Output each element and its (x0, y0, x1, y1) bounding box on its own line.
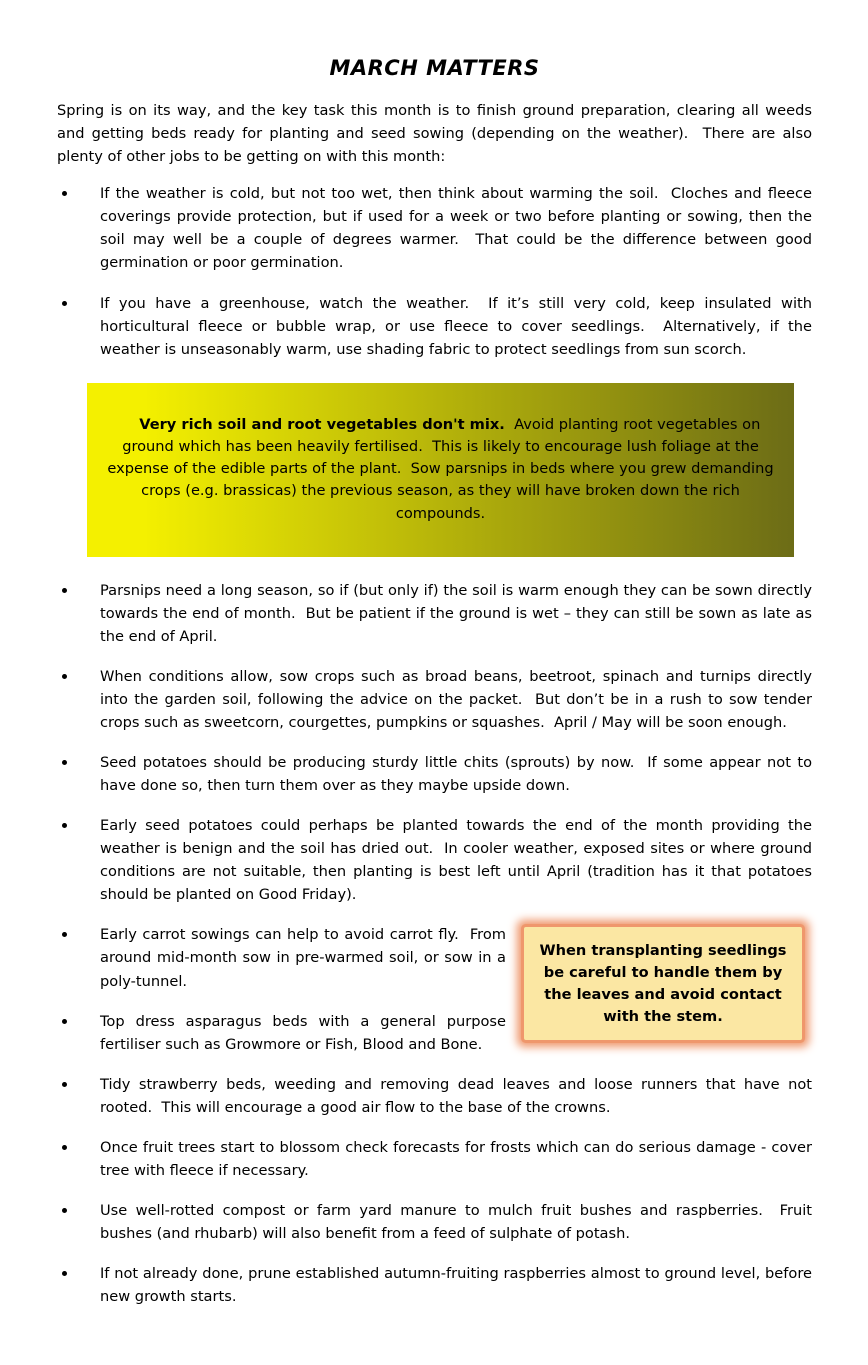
bullet-text: Tidy strawberry beds, weeding and removing dead leaves and loose runners that have not rooted. This will encourage a good air flow to the base of the crowns. (100, 1075, 817, 1116)
bullet-marker (62, 932, 67, 937)
bullet-marker (62, 1271, 67, 1276)
list-item (57, 1199, 817, 1245)
list-item (57, 579, 817, 648)
rich-soil-box (87, 383, 794, 557)
bullet-marker (62, 1208, 67, 1213)
mid-bullet-list (57, 579, 817, 907)
list-item (57, 1136, 817, 1182)
list-item (57, 814, 817, 906)
list-item (57, 751, 817, 797)
list-item (57, 1262, 817, 1308)
bullet-text: If you have a greenhouse, watch the weather. If it’s still very cold, keep insulated with horticultural fleece or bubble wrap, or use fleece to cover seedlings. Alternatively, if the weather is unseasonably warm, use shading fabric to protect seedlings from sun scorch. (100, 294, 817, 358)
bullet-marker (62, 823, 67, 828)
bullet-marker (62, 674, 67, 679)
bullet-text: Early seed potatoes could perhaps be planted towards the end of the month providing the weather is benign and the soil has dried out. In cooler weather, exposed sites or where ground conditions are not suitable, then planting is best left until April (tradition has it that potatoes should be planted on Good Friday). (100, 817, 817, 904)
bullet-text: If not already done, prune established autumn-fruiting raspberries almost to ground level, before new growth starts. (100, 1264, 817, 1305)
top-bullet-list (57, 182, 817, 360)
bottom-bullet-list (57, 1073, 817, 1308)
list-item (57, 665, 817, 734)
rich-soil-box-lead: Very rich soil and root vegetables don't mix. (139, 415, 505, 433)
list-item (57, 292, 817, 361)
bullet-marker (62, 1082, 67, 1087)
list-item (57, 923, 812, 992)
bullet-text: Top dress asparagus beds with a general purpose fertiliser such as Growmore or Fish, Blood and Bone. (100, 1012, 511, 1053)
bullet-marker (62, 191, 67, 196)
bullet-text: When conditions allow, sow crops such as broad beans, beetroot, spinach and turnips directly into the garden soil, following the advice on the packet. But don’t be in a rush to sow tender crops such as sweetcorn, courgettes, pumpkins or squashes. April / May will be soon enough. (100, 667, 817, 732)
bullet-text: Seed potatoes should be producing sturdy little chits (sprouts) by now. If some appear not to have done so, then turn them over as they maybe upside down. (100, 754, 817, 795)
rich-soil-box-body: Avoid planting root vegetables on ground which has been heavily fertilised. This is likely to encourage lush foliage at the expense of the edible parts of the plant. Sow parsnips in beds where you grew demanding crops (e.g. brassicas) the previous season, as they will have broken down the rich compounds. (107, 415, 779, 522)
bullet-marker (62, 1019, 67, 1024)
bullet-text: Use well-rotted compost or farm yard manure to mulch fruit bushes and raspberries. Fruit bushes (and rhubarb) will also benefit from a feed of sulphate of potash. (100, 1201, 817, 1242)
page-title: MARCH MATTERS (329, 56, 540, 80)
list-item (57, 182, 817, 274)
bullet-marker (62, 588, 67, 593)
list-item (57, 1010, 812, 1056)
bullet-text: Parsnips need a long season, so if (but only if) the soil is warm enough they can be sown directly towards the end of month. But be patient if the ground is wet – they can still be sown as late as the end of April. (100, 581, 817, 645)
bullet-marker (62, 1145, 67, 1150)
transplanting-callout-text: When transplanting seedlings be careful to handle them by the leaves and avoid contact with the stem. (539, 942, 792, 1026)
bullet-text: If the weather is cold, but not too wet, then think about warming the soil. Cloches and fleece coverings provide protection, but if used for a week or two before planting or sowing, then the soil may well be a couple of degrees warmer. That could be the difference between good germination or poor germination. (100, 185, 817, 272)
bullet-text: Early carrot sowings can help to avoid carrot fly. From around mid-month sow in pre-warmed soil, or sow in a poly-tunnel. (100, 926, 511, 990)
bullet-marker (62, 760, 67, 765)
bullet-marker (62, 301, 67, 306)
intro-paragraph: Spring is on its way, and the key task this month is to finish ground preparation, clearing all weeds and getting beds ready for planting and seed sowing (depending on the weather). There are also plenty of other jobs to be getting on with this month: (57, 102, 817, 166)
list-item (57, 1073, 817, 1119)
carrot-asparagus-section (57, 923, 812, 1072)
bullet-text: Once fruit trees start to blossom check forecasts for frosts which can do serious damage - cover tree with fleece if necessary. (100, 1138, 817, 1179)
